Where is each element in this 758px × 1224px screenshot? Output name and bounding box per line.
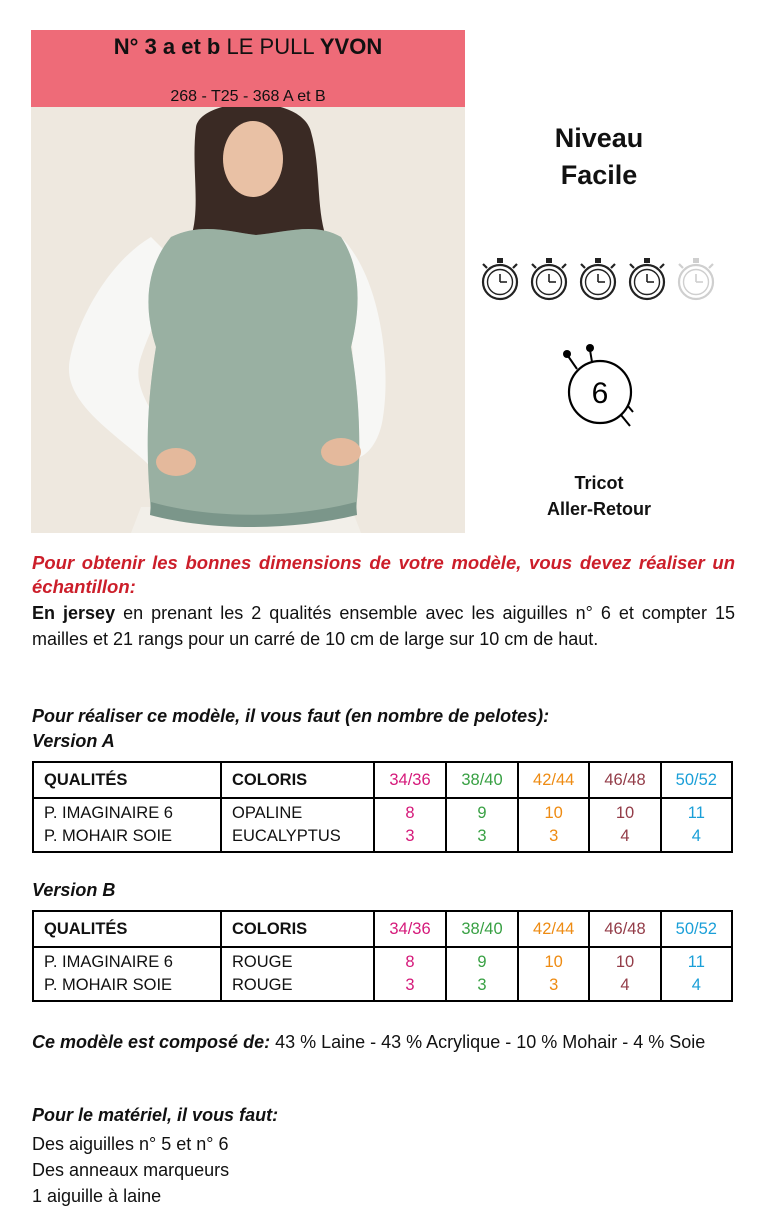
qualite-cell: P. IMAGINAIRE 6	[44, 953, 173, 971]
model-illustration	[31, 107, 465, 533]
header-size: 42/44	[518, 762, 589, 798]
technique	[490, 470, 708, 522]
header-size: 34/36	[374, 911, 446, 947]
quantity-cell: 10	[544, 953, 563, 971]
needle-size-icon	[558, 342, 638, 432]
quantity-cell: 3	[549, 827, 559, 845]
header-size: 50/52	[661, 762, 732, 798]
needle-size-value: 6	[591, 377, 609, 410]
title-banner	[31, 30, 465, 107]
stopwatch-icon-filled	[532, 258, 566, 299]
quantity-cell: 4	[691, 976, 701, 994]
materials-heading: Pour réaliser ce modèle, il vous faut (en nombre de pelotes):	[32, 706, 550, 726]
list-item: Des aiguilles n° 5 et n° 6	[32, 1134, 229, 1154]
header-size: 42/44	[518, 911, 589, 947]
composition	[32, 1029, 735, 1055]
difficulty-rating	[478, 252, 723, 304]
coloris-cell: ROUGE	[232, 953, 293, 971]
technique-line2: Aller-Retour	[546, 499, 651, 519]
qualite-cell: P. MOHAIR SOIE	[44, 976, 173, 994]
table-row	[33, 947, 732, 1001]
pattern-name: LE PULL	[226, 34, 314, 59]
stopwatch-icon-filled	[630, 258, 664, 299]
composition-label: Ce modèle est composé de:	[32, 1032, 271, 1052]
quantity-cell: 4	[620, 827, 630, 845]
list-item: Des anneaux marqueurs	[32, 1160, 230, 1180]
pattern-title	[31, 34, 465, 60]
version-b-title: Version B	[32, 880, 116, 900]
quantity-cell: 10	[615, 953, 635, 971]
technique-line1: Tricot	[574, 473, 624, 493]
header-size: 46/48	[589, 911, 660, 947]
coloris-cell: EUCALYPTUS	[232, 827, 341, 845]
gauge-text: en prenant les 2 qualités ensemble avec les aiguilles n° 6 et compter 15 mailles et 21 rangs pour un carré de 10 cm de large sur 10 cm de haut.	[32, 603, 735, 649]
composition-text: 43 % Laine - 43 % Acrylique - 10 % Mohair - 4 % Soie	[270, 1032, 706, 1052]
quantity-cell: 3	[477, 976, 487, 994]
yarn-table-version-b	[32, 910, 733, 1002]
materiel-heading: Pour le matériel, il vous faut:	[32, 1105, 279, 1125]
pattern-references: 268 - T25 - 368 A et B	[170, 88, 326, 105]
quantity-cell: 4	[691, 827, 701, 845]
list-item: 1 aiguille à laine	[32, 1186, 162, 1206]
qualite-cell: P. MOHAIR SOIE	[44, 827, 173, 845]
quantity-cell: 4	[620, 976, 630, 994]
gauge-instructions	[32, 600, 735, 652]
quantity-cell: 3	[477, 827, 487, 845]
materiel-list	[32, 1131, 229, 1209]
stopwatch-icon-filled	[581, 258, 615, 299]
header-qualites: QUALITÉS	[33, 762, 221, 798]
header-coloris: COLORIS	[221, 762, 374, 798]
header-size: 50/52	[661, 911, 732, 947]
quantity-cell: 10	[544, 804, 563, 822]
header-qualites: QUALITÉS	[33, 911, 221, 947]
stopwatch-icon-filled	[483, 258, 517, 299]
gauge-note: Pour obtenir les bonnes dimensions de votre modèle, vous devez réaliser un échantillon:	[32, 552, 735, 597]
stopwatch-icon-empty	[679, 258, 713, 299]
coloris-cell: OPALINE	[232, 804, 303, 822]
gauge-stitch: En jersey	[32, 603, 116, 623]
quantity-cell: 8	[405, 953, 415, 971]
quantity-cell: 11	[687, 953, 705, 971]
quantity-cell: 9	[477, 953, 487, 971]
yarn-table-version-a	[32, 761, 733, 853]
quantity-cell: 8	[405, 804, 415, 822]
quantity-cell: 11	[687, 804, 705, 822]
header-size: 38/40	[446, 762, 518, 798]
difficulty-value: Facile	[560, 160, 638, 190]
header-size: 46/48	[589, 762, 660, 798]
qualite-cell: P. IMAGINAIRE 6	[44, 804, 173, 822]
model-photo	[31, 107, 465, 533]
difficulty-level	[490, 120, 708, 194]
header-size: 34/36	[374, 762, 446, 798]
coloris-cell: ROUGE	[232, 976, 293, 994]
version-a-title: Version A	[32, 731, 115, 751]
table-row	[33, 798, 732, 852]
quantity-cell: 3	[405, 827, 415, 845]
pattern-number: N° 3 a et b	[113, 34, 221, 59]
quantity-cell: 3	[549, 976, 559, 994]
pattern-name-bold: YVON	[319, 34, 383, 59]
difficulty-label: Niveau	[554, 123, 644, 153]
header-size: 38/40	[446, 911, 518, 947]
quantity-cell: 3	[405, 976, 415, 994]
header-coloris: COLORIS	[221, 911, 374, 947]
quantity-cell: 9	[477, 804, 487, 822]
quantity-cell: 10	[615, 804, 635, 822]
